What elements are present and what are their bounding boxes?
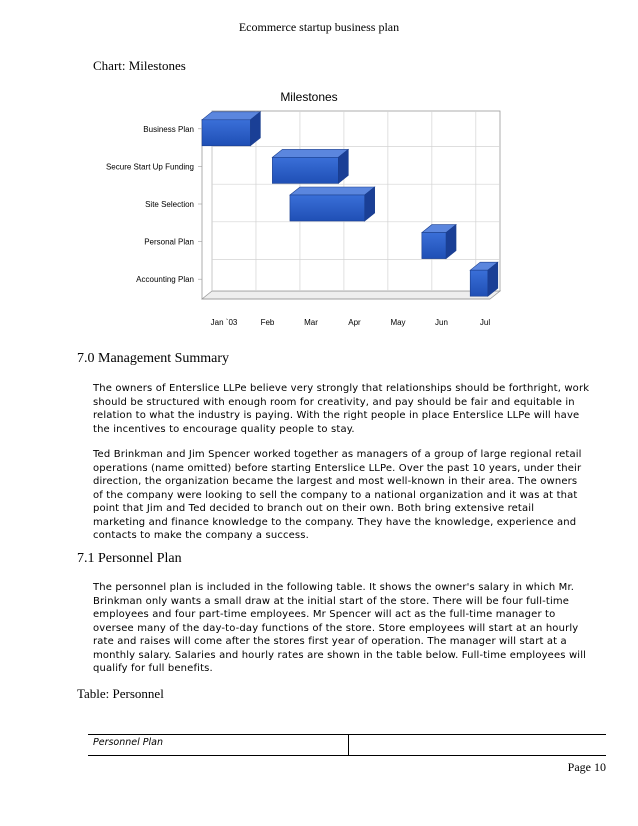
milestone-bar bbox=[290, 187, 375, 221]
personnel-table-header-cell: Personnel Plan bbox=[88, 735, 349, 755]
personnel-table bbox=[88, 734, 606, 756]
y-axis-label: Business Plan bbox=[143, 124, 194, 134]
table-caption: Table: Personnel bbox=[77, 686, 164, 701]
text-line: rate and raises will come after the stores first year of operation. The manager will start at a bbox=[93, 636, 567, 647]
text-line: direction, the organization became the largest and most well-known in their area. The owners bbox=[93, 476, 578, 487]
text-line: employees and four part-time employees. Mr Spencer will act as the full-time manager to bbox=[93, 609, 556, 620]
milestone-bar bbox=[202, 112, 260, 146]
section-heading-management-summary: 7.0 Management Summary bbox=[77, 351, 230, 366]
x-axis-tick-label: Mar bbox=[304, 318, 318, 327]
x-axis-tick-label: Jun bbox=[435, 318, 448, 327]
chart-y-axis-labels bbox=[106, 125, 202, 284]
page-number: Page 10 bbox=[567, 760, 606, 774]
text-line: The personnel plan is included in the following table. It shows the owner's salary in which Mr. bbox=[93, 582, 575, 593]
text-line: oversee many of the day-to-day functions of the store. Store employees will start at an hourly bbox=[93, 622, 579, 634]
text-line: qualify for full benefits. bbox=[93, 663, 213, 674]
y-axis-label: Site Selection bbox=[145, 200, 194, 209]
x-axis-tick-label: May bbox=[390, 318, 406, 327]
text-line: should be structured with enough room for creativity, and pay should be fair and equitable in bbox=[93, 396, 575, 408]
text-line: relation to what the industry is paying. With the right people in place Enterslice LLPe will have bbox=[93, 410, 580, 421]
milestone-bar bbox=[272, 149, 348, 183]
text-line: point that Jim and Ted decided to branch out on their own. Both bring extensive retail bbox=[93, 503, 535, 514]
management-paragraph-1 bbox=[93, 382, 608, 436]
section-heading-personnel-plan: 7.1 Personnel Plan bbox=[77, 551, 182, 566]
text-line: operations (name omitted) before starting Enterslice LLPe. Over the past 10 years, under their bbox=[93, 462, 582, 474]
personnel-paragraph bbox=[93, 581, 608, 676]
text-line: marketing and finance knowledge to the company. They have the knowledge, experience and bbox=[93, 516, 577, 528]
management-paragraph-2 bbox=[93, 448, 608, 543]
milestone-bar bbox=[470, 262, 498, 296]
x-axis-tick-label: Feb bbox=[260, 318, 275, 327]
chart-title: Milestones bbox=[280, 90, 338, 104]
y-axis-label: Accounting Plan bbox=[136, 275, 194, 285]
x-axis-tick-label: Apr bbox=[348, 318, 361, 327]
y-axis-label: Secure Start Up Funding bbox=[105, 162, 194, 172]
chart-caption: Chart: Milestones bbox=[93, 58, 186, 73]
text-line: Brinkman only wants a small draw at the initial start of the store. There will be four full-time bbox=[93, 595, 570, 607]
y-axis-label: Personal Plan bbox=[144, 237, 194, 247]
text-line: Ted Brinkman and Jim Spencer worked together as managers of a group of large regional retail bbox=[93, 449, 582, 460]
x-axis-tick-label: Jul bbox=[479, 318, 491, 327]
text-line: the incentives to encourage quality people to stay. bbox=[93, 423, 355, 435]
text-line: of the company were looking to sell the company to a national organization and it was at that bbox=[93, 489, 578, 501]
text-line: The owners of Enterslice LLPe believe very strongly that relationships should be forthright, work bbox=[93, 383, 590, 394]
chart-x-axis-labels bbox=[211, 318, 491, 327]
milestones-chart bbox=[0, 0, 638, 340]
text-line: monthly salary. Salaries and hourly rates are shown in the table below. Full-time employees will bbox=[93, 649, 587, 661]
x-axis-tick-label: Jan `03 bbox=[210, 318, 238, 327]
document-header-title: Ecommerce startup business plan bbox=[238, 20, 400, 34]
text-line: contacts to make the company a success. bbox=[93, 530, 309, 541]
milestone-bar bbox=[422, 225, 456, 259]
